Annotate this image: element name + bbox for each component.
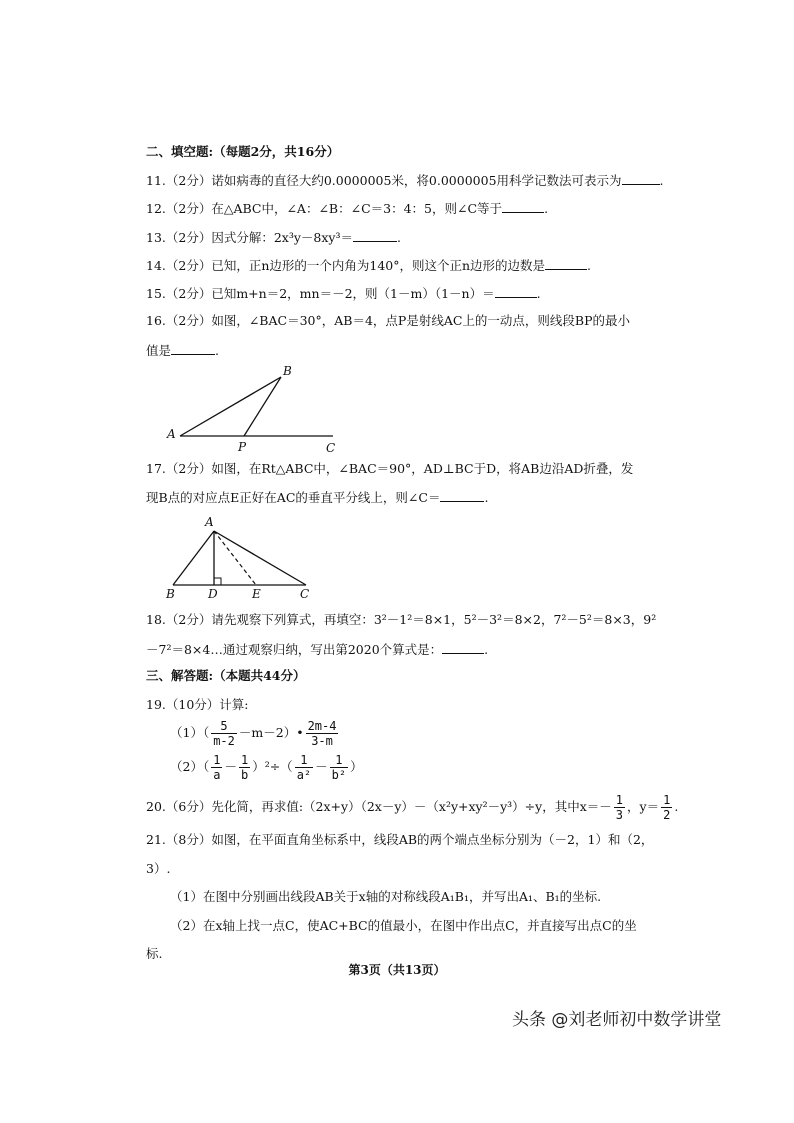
question-17-end: . bbox=[484, 490, 489, 505]
question-20-mid: ，y＝ bbox=[627, 799, 660, 814]
segment-ac bbox=[214, 531, 306, 585]
question-15-end: . bbox=[536, 286, 541, 301]
answer-blank[interactable] bbox=[171, 342, 215, 355]
question-12-end: . bbox=[544, 201, 549, 216]
label-c: C bbox=[300, 587, 310, 601]
question-16-line1: 16.（2分）如图，∠BAC＝30°，AB＝4，点P是射线AC上的一动点，则线段BP的最小 bbox=[146, 313, 631, 328]
question-13-text: 13.（2分）因式分解：2x³y－8xy³＝ bbox=[146, 230, 353, 245]
fraction bbox=[306, 719, 339, 748]
question-19-head: 19.（10分）计算: bbox=[146, 697, 249, 712]
question-21-part2: （2）在x轴上找一点C，使AC+BC的值最小，在图中作出点C，并直接写出点C的坐 bbox=[170, 918, 637, 933]
question-14 bbox=[146, 257, 591, 274]
question-21-line2: 3）. bbox=[146, 861, 171, 876]
denominator: b bbox=[240, 768, 249, 782]
answer-blank[interactable] bbox=[502, 200, 544, 213]
part-label: （2）（ bbox=[170, 759, 210, 774]
question-21-part2-cont: 标. bbox=[146, 946, 163, 961]
question-17-text: 现B点的对应点E正好在AC的垂直平分线上，则∠C＝ bbox=[146, 490, 441, 505]
question-16-text: 值是 bbox=[146, 343, 172, 358]
label-b: B bbox=[283, 364, 292, 378]
denominator: 3-m bbox=[311, 734, 333, 748]
answer-blank[interactable] bbox=[545, 257, 587, 270]
numerator: 1 bbox=[663, 793, 671, 807]
denominator: 2 bbox=[663, 808, 671, 822]
minus-sign: － bbox=[224, 759, 237, 774]
label-p: P bbox=[238, 440, 247, 454]
question-11-text: 11.（2分）诺如病毒的直径大约0.0000005米，将0.0000005用科学记数法可表示为 bbox=[146, 173, 622, 188]
numerator: 1 bbox=[240, 753, 249, 767]
expression-end: ） bbox=[350, 759, 363, 774]
question-18-line1: 18.（2分）请先观察下列算式，再填空：3²－1²＝8×1，5²－3²＝8×2，7²－5²＝8×3，9² bbox=[146, 612, 657, 627]
answer-blank[interactable] bbox=[353, 229, 397, 242]
question-17-line2 bbox=[146, 489, 488, 506]
label-b: B bbox=[166, 587, 175, 601]
question-13 bbox=[146, 229, 401, 246]
fraction bbox=[239, 753, 250, 782]
label-a: A bbox=[167, 427, 176, 441]
question-19-part2 bbox=[170, 752, 363, 782]
denominator: a² bbox=[296, 768, 312, 782]
answer-blank[interactable] bbox=[495, 285, 537, 298]
question-20 bbox=[146, 792, 678, 822]
denominator: m-2 bbox=[213, 734, 235, 748]
question-11-end: . bbox=[659, 173, 664, 188]
question-20-text: 20.（6分）先化简，再求值:（2x+y）（2x－y）－（x²y+xy²－y³）÷y，其中x＝－ bbox=[146, 799, 612, 814]
question-16-line2 bbox=[146, 342, 219, 359]
segment-bp bbox=[244, 377, 281, 436]
numerator: 1 bbox=[213, 753, 221, 767]
expression-middle: －m－2）• bbox=[238, 725, 304, 740]
fraction bbox=[295, 753, 313, 782]
answer-blank[interactable] bbox=[622, 172, 660, 185]
fraction-x bbox=[614, 793, 625, 822]
numerator: 1 bbox=[330, 753, 348, 768]
minus-sign: － bbox=[315, 759, 328, 774]
watermark: 头条 @刘老师初中数学讲堂 bbox=[512, 1010, 722, 1030]
numerator: 1 bbox=[295, 753, 313, 768]
question-11 bbox=[146, 172, 664, 189]
expression-middle: ）²÷（ bbox=[252, 759, 293, 774]
question-15-text: 15.（2分）已知m+n＝2，mn＝－2，则（1－m）（1－n）＝ bbox=[146, 286, 495, 301]
fraction bbox=[330, 753, 348, 782]
section-3-title: 三、解答题:（本题共44分） bbox=[146, 668, 306, 683]
numerator: 2m-4 bbox=[307, 719, 337, 733]
answer-blank[interactable] bbox=[440, 489, 484, 502]
part-label: （1）（ bbox=[170, 725, 210, 740]
question-18-line2 bbox=[146, 641, 488, 658]
label-c: C bbox=[326, 441, 336, 455]
question-15 bbox=[146, 285, 541, 302]
question-12 bbox=[146, 200, 548, 217]
question-14-text: 14.（2分）已知，正n边形的一个内角为140°，则这个正n边形的边数是 bbox=[146, 258, 546, 273]
question-17-line1: 17.（2分）如图，在Rt△ABC中，∠BAC＝90°，AD⊥BC于D，将AB边沿AD折叠，发 bbox=[146, 461, 634, 476]
question-21-line1: 21.（8分）如图，在平面直角坐标系中，线段AB的两个端点坐标分别为（－2，1）和（2， bbox=[146, 832, 654, 847]
numerator: 1 bbox=[615, 793, 624, 807]
denominator: a bbox=[213, 768, 221, 782]
question-19-part1 bbox=[170, 718, 340, 748]
denominator: 3 bbox=[615, 808, 624, 822]
question-12-text: 12.（2分）在△ABC中，∠A：∠B：∠C＝3：4：5，则∠C等于 bbox=[146, 201, 503, 216]
label-e: E bbox=[252, 587, 261, 601]
fraction bbox=[211, 719, 237, 748]
question-16-end: . bbox=[215, 343, 219, 358]
label-d: D bbox=[208, 587, 218, 601]
segment-ab bbox=[173, 531, 214, 585]
numerator: 5 bbox=[211, 719, 237, 734]
page-footer: 第3页（共13页） bbox=[348, 963, 446, 977]
question-13-end: . bbox=[396, 230, 401, 245]
question-20-end: . bbox=[674, 799, 679, 814]
question-18-end: . bbox=[484, 642, 489, 657]
question-21-part1: （1）在图中分别画出线段AB关于x轴的对称线段A₁B₁，并写出A₁、B₁的坐标. bbox=[170, 889, 602, 904]
answer-blank[interactable] bbox=[442, 641, 484, 654]
fraction bbox=[211, 753, 222, 782]
right-angle-mark bbox=[214, 578, 221, 585]
denominator: b² bbox=[331, 768, 347, 782]
fraction-y bbox=[661, 793, 672, 822]
segment-ab bbox=[180, 377, 281, 436]
question-14-end: . bbox=[587, 258, 592, 273]
segment-ae-dashed bbox=[214, 531, 256, 585]
question-18-text: －7²＝8×4…通过观察归纳，写出第2020个算式是： bbox=[146, 642, 443, 657]
section-2-title: 二、填空题:（每题2分，共16分） bbox=[146, 144, 340, 159]
label-a: A bbox=[205, 515, 214, 529]
